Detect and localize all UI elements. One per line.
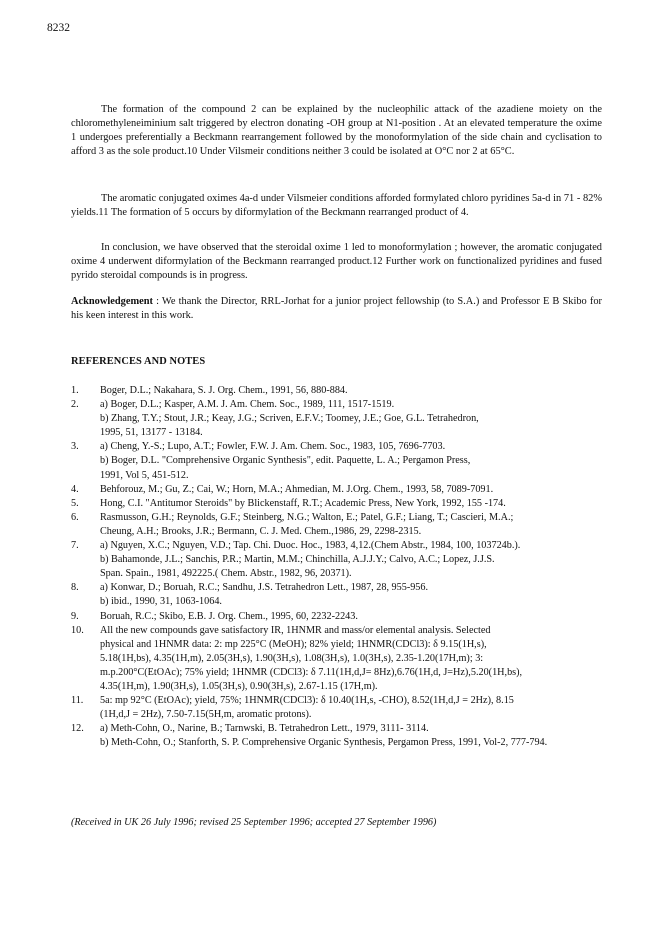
reference-number: 11. bbox=[71, 695, 84, 707]
reference-number: 8. bbox=[71, 582, 79, 594]
reference-item bbox=[71, 384, 602, 398]
reference-text bbox=[100, 384, 602, 398]
paragraph-conclusion bbox=[71, 241, 602, 283]
reference-line: 5a: mp 92°C (EtOAc); yield, 75%; 1HNMR(CDCl3): δ 10.40(1H,s, -CHO), 8.52(1H,d,J = 2Hz), 8.15 bbox=[100, 695, 514, 707]
reference-line: a) Boger, D.L.; Kasper, A.M. J. Am. Chem. Soc., 1989, 111, 1517-1519. bbox=[100, 399, 395, 411]
references-heading: REFERENCES AND NOTES bbox=[71, 356, 206, 367]
reference-item bbox=[71, 610, 602, 624]
reference-line: (1H,d,J = 2Hz), 7.50-7.15(5H,m, aromatic protons). bbox=[100, 709, 312, 721]
references-list bbox=[71, 384, 602, 750]
reference-text bbox=[100, 440, 602, 482]
reference-line: Boger, D.L.; Nakahara, S. J. Org. Chem., 1991, 56, 880-884. bbox=[100, 385, 348, 396]
acknowledgement-text: : We thank the Director, RRL-Jorhat for a junior project fellowship (to S.A.) and Professor E B Skibo for his keen interest in this work. bbox=[71, 296, 602, 322]
reference-item bbox=[71, 694, 602, 722]
reference-number: 6. bbox=[71, 511, 79, 523]
reference-text bbox=[100, 624, 602, 694]
reference-line: Behforouz, M.; Gu, Z.; Cai, W.; Horn, M.A.; Ahmedian, M. J.Org. Chem., 1993, 58, 7089-7091. bbox=[100, 483, 494, 495]
reference-item bbox=[71, 539, 602, 581]
reference-item bbox=[71, 722, 602, 750]
reference-number: 12. bbox=[71, 723, 84, 735]
reference-number: 2. bbox=[71, 399, 79, 411]
reference-line: a) Konwar, D.; Boruah, R.C.; Sandhu, J.S. Tetrahedron Lett., 1987, 28, 955-956. bbox=[100, 582, 429, 594]
reference-line: Boruah, R.C.; Skibo, E.B. J. Org. Chem., 1995, 60, 2232-2243. bbox=[100, 610, 358, 622]
reference-item bbox=[71, 581, 602, 609]
paragraph-text: The formation of the compound 2 can be explained by the nucleophilic attack of the azadiene moiety on the chloromethyleneiminium salt triggered by electron donating -OH group at N1-position . At an elevated temperature the oxime 1 undergoes preferentially a Beckmann rearrangement followed by the monoformylation of the side chain and cyclisation to afford 3 as the sole product.10 Under Vilsmeir conditions neither 3 could be isolated at O°C nor 2 at 65°C. bbox=[71, 104, 602, 158]
reference-item bbox=[71, 624, 602, 694]
reference-line: 4.35(1H,m), 1.90(3H,s), 1.05(3H,s), 0.90(3H,s), 2.67-1.15 (17H,m). bbox=[100, 680, 378, 692]
reference-text bbox=[100, 497, 602, 511]
reference-number: 3. bbox=[71, 441, 79, 453]
reference-text bbox=[100, 511, 602, 539]
reference-item bbox=[71, 511, 602, 539]
reference-line: a) Meth-Cohn, O., Narine, B.; Tarnwski, B. Tetrahedron Lett., 1979, 3111- 3114. bbox=[100, 723, 429, 735]
reference-number: 4. bbox=[71, 483, 79, 495]
reference-number: 1. bbox=[71, 385, 79, 396]
reference-text bbox=[100, 581, 602, 609]
reference-line: b) ibid., 1990, 31, 1063-1064. bbox=[100, 596, 222, 608]
reference-item bbox=[71, 398, 602, 440]
paragraph-mechanism bbox=[71, 103, 602, 159]
reference-line: b) Boger, D.L. "Comprehensive Organic Synthesis", edit. Paquette, L. A.; Pergamon Press, bbox=[100, 455, 471, 467]
reference-line: 5.18(1H,bs), 4.35(1H,m), 2.05(3H,s), 1.90(3H,s), 1.08(3H,s), 1.0(3H,s), 2.35-1.20(17H,m); 3: bbox=[100, 652, 484, 664]
reference-item bbox=[71, 440, 602, 482]
reference-line: Hong, C.I. "Antitumor Steroids" by Blickenstaff, R.T.; Academic Press, New York, 1992, 155 -174. bbox=[100, 497, 506, 509]
reference-number: 9. bbox=[71, 610, 79, 622]
reference-line: Span. Spain., 1981, 492225.( Chem. Abstr., 1982, 96, 20371). bbox=[100, 568, 352, 580]
reference-item bbox=[71, 483, 602, 497]
reference-line: Rasmusson, G.H.; Reynolds, G.F.; Steinberg, N.G.; Walton, E.; Patel, G.F.; Liang, T.; Cascieri, M.A.; bbox=[100, 511, 514, 523]
reference-line: 1991, Vol 5, 451-512. bbox=[100, 469, 189, 481]
reference-line: b) Bahamonde, J.L.; Sanchis, P.R.; Martin, M.M.; Chinchilla, A.J.J.Y.; Calvo, A.C.; Lopez, J.J.S. bbox=[100, 554, 495, 566]
received-note: (Received in UK 26 July 1996; revised 25 September 1996; accepted 27 September 1996) bbox=[71, 817, 437, 828]
reference-text bbox=[100, 539, 602, 581]
reference-line: b) Zhang, T.Y.; Stout, J.R.; Keay, J.G.; Scriven, E.F.V.; Toomey, J.E.; Goe, G.L. Tetrahedron, bbox=[100, 413, 479, 425]
paragraph-text: In conclusion, we have observed that the steroidal oxime 1 led to monoformylation ; however, the aromatic conjugated oxime 4 underwent diformylation of the Beckmann rearranged product.12 Further work on functionalized pyridines and fused pyrido steroidal compounds is in progress. bbox=[71, 242, 602, 282]
reference-number: 5. bbox=[71, 497, 79, 509]
reference-line: 1995, 51, 13177 - 13184. bbox=[100, 427, 203, 439]
reference-text bbox=[100, 610, 602, 624]
paragraph-text: The aromatic conjugated oximes 4a-d under Vilsmeier conditions afforded formylated chloro pyridines 5a-d in 71 - 82% yields.11 The formation of 5 occurs by diformylation of the Beckmann rearranged product of 4. bbox=[71, 193, 602, 219]
reference-text bbox=[100, 483, 602, 497]
paragraph-aromatic-oximes bbox=[71, 192, 602, 220]
reference-line: a) Cheng, Y.-S.; Lupo, A.T.; Fowler, F.W. J. Am. Chem. Soc., 1983, 105, 7696-7703. bbox=[100, 441, 446, 453]
reference-item bbox=[71, 497, 602, 511]
reference-text bbox=[100, 694, 602, 722]
reference-number: 10. bbox=[71, 624, 84, 636]
reference-line: All the new compounds gave satisfactory IR, 1HNMR and mass/or elemental analysis. Selected bbox=[100, 624, 491, 636]
reference-line: m.p.200°C(EtOAc); 75% yield; 1HNMR (CDCl3): δ 7.11(1H,d,J= 8Hz),6.76(1H,d, J=Hz),5.20(1H,bs), bbox=[100, 666, 523, 678]
acknowledgement-label: Acknowledgement bbox=[71, 296, 153, 307]
reference-line: b) Meth-Cohn, O.; Stanforth, S. P. Comprehensive Organic Synthesis, Pergamon Press, 1991, Vol-2, 777-794. bbox=[100, 737, 548, 749]
reference-line: Cheung, A.H.; Brooks, J.R.; Bermann, C. J. Med. Chem.,1986, 29, 2298-2315. bbox=[100, 525, 422, 537]
reference-text bbox=[100, 398, 602, 440]
acknowledgement bbox=[71, 295, 602, 323]
page-number: 8232 bbox=[47, 22, 70, 34]
reference-line: a) Nguyen, X.C.; Nguyen, V.D.; Tap. Chi. Duoc. Hoc., 1983, 4,12.(Chem Abstr., 1984, 100, 103724b.). bbox=[100, 540, 521, 552]
reference-line: physical and 1HNMR data: 2: mp 225°C (MeOH); 82% yield; 1HNMR(CDCl3): δ 9.15(1H,s), bbox=[100, 638, 487, 650]
reference-number: 7. bbox=[71, 540, 79, 552]
reference-text bbox=[100, 722, 602, 750]
